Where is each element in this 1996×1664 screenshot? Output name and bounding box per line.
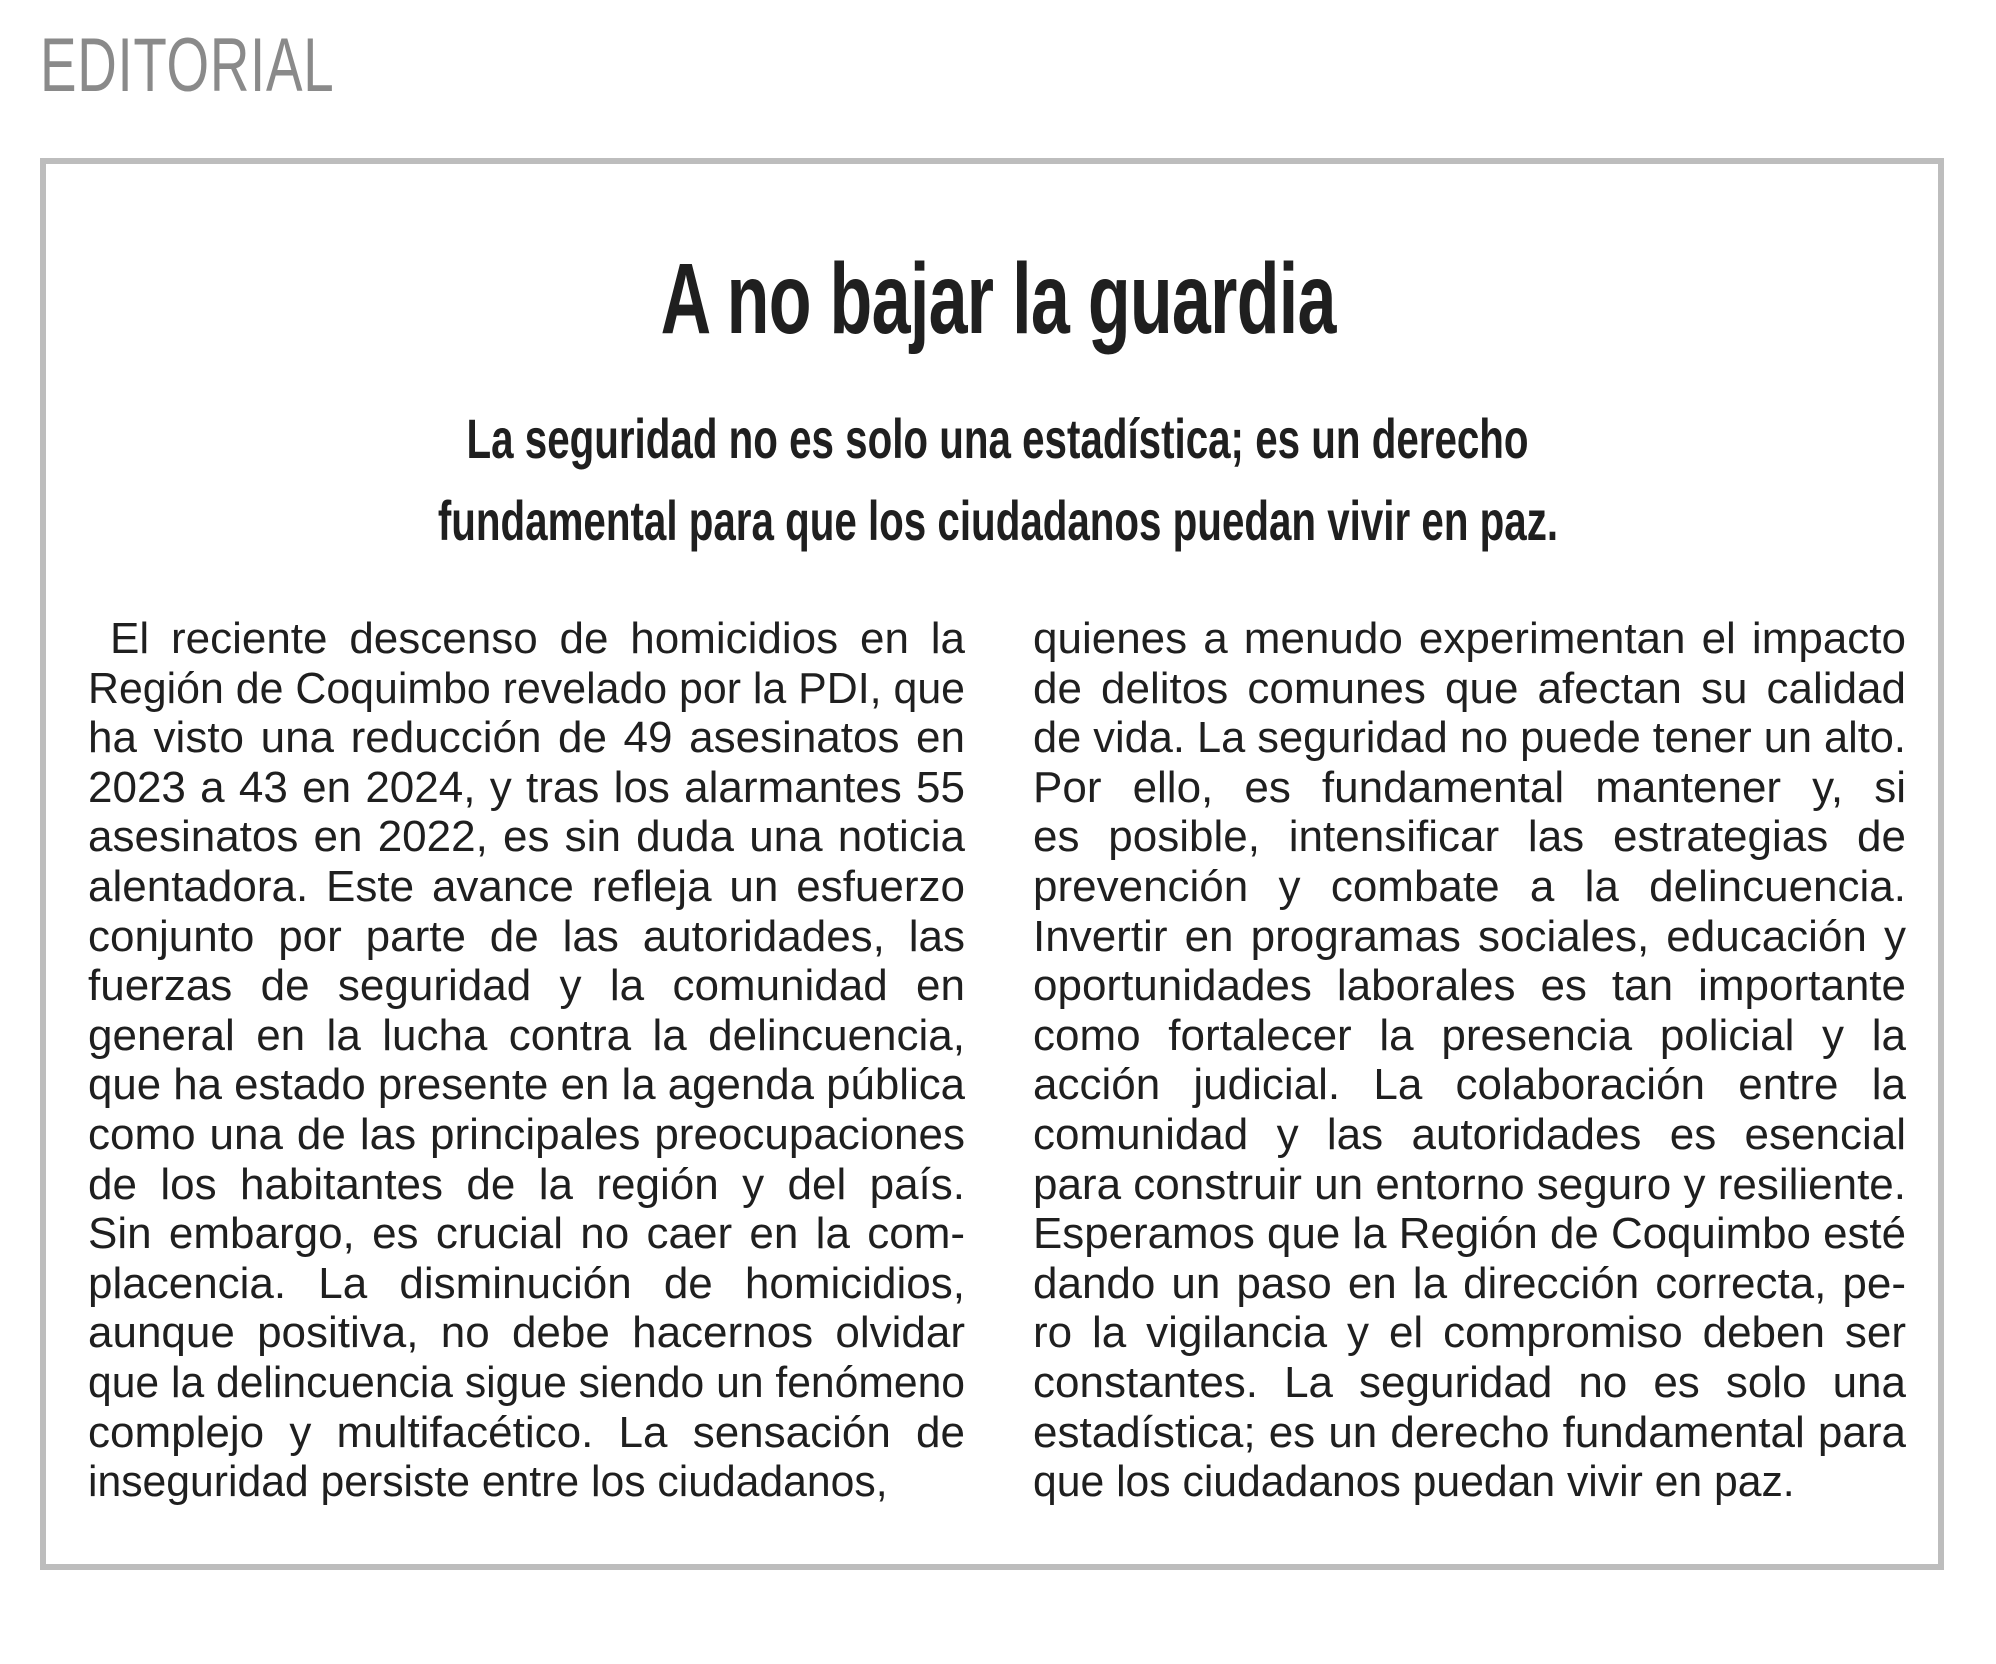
body-line-text: estadística; es un derecho fundamental para xyxy=(1033,1407,1906,1457)
section-label: EDITORIAL xyxy=(40,23,335,108)
body-line xyxy=(1033,1160,1906,1210)
body-line xyxy=(1033,1358,1906,1408)
body-line-text: comunidad y las autoridades es esencial xyxy=(1033,1109,1906,1159)
body-line-text: placencia. La disminución de homicidios, xyxy=(88,1258,965,1308)
body-line xyxy=(1033,1408,1906,1458)
body-line-text: Sin embargo, es crucial no caer en la com- xyxy=(88,1209,965,1259)
body-line xyxy=(1033,961,1906,1011)
body-line-text: quienes a menudo experimentan el impacto xyxy=(1033,614,1906,663)
body-line-text: Región de Coquimbo revelado por la PDI, que xyxy=(88,663,965,713)
body-line-text: dando un paso en la dirección correcta, pe- xyxy=(1033,1258,1906,1308)
body-line xyxy=(88,1110,965,1160)
subtitle-line: La seguridad no es solo una estadística; es un derecho xyxy=(466,407,1530,470)
body-line xyxy=(88,912,965,962)
body-line xyxy=(1033,1259,1906,1309)
body-line xyxy=(88,614,965,664)
body-line xyxy=(1033,1308,1906,1358)
headline xyxy=(0,244,1996,354)
body-line xyxy=(1033,1457,1906,1507)
subtitle-line: fundamental para que los ciudadanos puedan vivir en paz. xyxy=(437,489,1559,552)
body-line-text: aunque positiva, no debe hacernos olvidar xyxy=(88,1308,965,1358)
body-line xyxy=(1033,763,1906,813)
body-line xyxy=(1033,1060,1906,1110)
body-line-text: general en la lucha contra la delincuencia, xyxy=(88,1010,965,1060)
body-line xyxy=(1033,912,1906,962)
body-line xyxy=(88,1259,965,1309)
body-line-text: ro la vigilancia y el compromiso deben ser xyxy=(1033,1308,1906,1358)
body-line-text: ha visto una reducción de 49 asesinatos en xyxy=(88,713,965,763)
body-line-text: Por ello, es fundamental mantener y, si xyxy=(1033,762,1906,812)
body-line xyxy=(1033,1011,1906,1061)
body-line-text: es posible, intensificar las estrategias de xyxy=(1033,812,1906,862)
body-line-text: de delitos comunes que afectan su calidad xyxy=(1033,663,1906,713)
body-line xyxy=(88,812,965,862)
body-line-text: que ha estado presente en la agenda pública xyxy=(88,1060,965,1110)
body-line xyxy=(1033,614,1906,664)
body-line xyxy=(1033,664,1906,714)
body-line xyxy=(88,713,965,763)
body-line xyxy=(1033,1110,1906,1160)
body-line xyxy=(88,1457,965,1507)
body-column-right xyxy=(1033,614,1906,1507)
body-line-text: constantes. La seguridad no es solo una xyxy=(1033,1357,1906,1407)
body-line xyxy=(88,763,965,813)
body-line-text: inseguridad persiste entre los ciudadanos, xyxy=(88,1457,888,1507)
body-line-text: complejo y multifacético. La sensación de xyxy=(88,1407,965,1457)
body-line-text: acción judicial. La colaboración entre la xyxy=(1033,1060,1906,1110)
headline-text: A no bajar la guardia xyxy=(660,243,1336,355)
body-column-left xyxy=(88,614,965,1507)
body-line xyxy=(88,1060,965,1110)
body-line-text: Esperamos que la Región de Coquimbo esté xyxy=(1033,1209,1906,1259)
body-line xyxy=(88,1358,965,1408)
body-line-text: para construir un entorno seguro y resiliente. xyxy=(1033,1159,1906,1209)
body-line xyxy=(88,1408,965,1458)
body-line xyxy=(88,862,965,912)
body-line xyxy=(1033,713,1906,763)
body-line xyxy=(88,664,965,714)
body-line-text: como una de las principales preocupaciones xyxy=(88,1109,965,1159)
body-line xyxy=(88,1209,965,1259)
body-line-text: alentadora. Este avance refleja un esfuerzo xyxy=(88,861,965,911)
subtitle xyxy=(0,398,1996,562)
body-line xyxy=(1033,812,1906,862)
body-line-text: que los ciudadanos puedan vivir en paz. xyxy=(1033,1457,1795,1507)
body-line xyxy=(88,1160,965,1210)
body-line xyxy=(1033,1209,1906,1259)
body-line-text: asesinatos en 2022, es sin duda una noticia xyxy=(88,812,965,862)
body-line xyxy=(88,1308,965,1358)
body-line-text: 2023 a 43 en 2024, y tras los alarmantes 55 xyxy=(88,762,965,812)
body-line-text: fuerzas de seguridad y la comunidad en xyxy=(88,961,965,1011)
body-line xyxy=(1033,862,1906,912)
body-line-text: como fortalecer la presencia policial y la xyxy=(1033,1010,1906,1060)
body-line-text: de los habitantes de la región y del país. xyxy=(88,1159,965,1209)
body-line-text: prevención y combate a la delincuencia. xyxy=(1033,861,1906,911)
body-line-text: Invertir en programas sociales, educación y xyxy=(1033,911,1906,961)
body-line xyxy=(88,961,965,1011)
body-line-text: de vida. La seguridad no puede tener un alto. xyxy=(1033,713,1906,763)
body-line xyxy=(88,1011,965,1061)
body-line-text: que la delincuencia sigue siendo un fenómeno xyxy=(88,1357,965,1407)
body-line-text: conjunto por parte de las autoridades, las xyxy=(88,911,965,961)
body-line-text: oportunidades laborales es tan importante xyxy=(1033,961,1906,1011)
body-line-text: El reciente descenso de homicidios en la xyxy=(110,614,965,663)
